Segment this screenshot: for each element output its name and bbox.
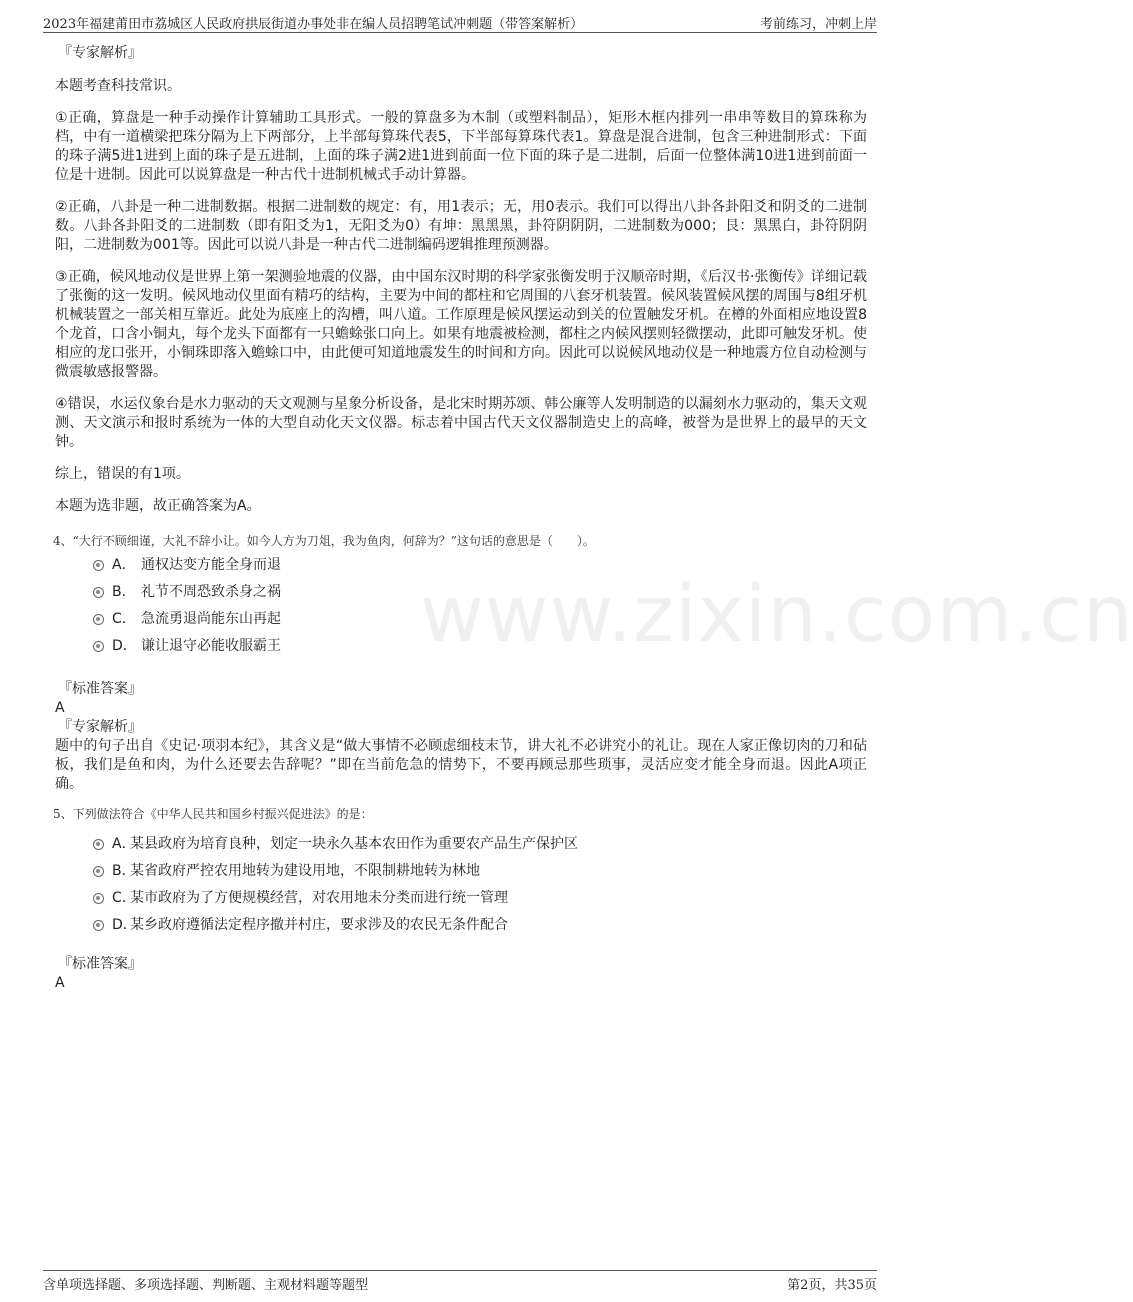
- option-d[interactable]: [93, 916, 867, 943]
- question-4-title: 4、“大行不顾细谨，大礼不辞小让。如今人方为刀俎，我为鱼肉，何辞为？”这句话的意思是（ ）。: [53, 534, 595, 548]
- document-title: 2023年福建莆田市荔城区人民政府拱辰街道办事处非在编人员招聘笔试冲刺题（带答案解析）: [43, 17, 584, 32]
- standard-answer-value: A: [55, 700, 65, 716]
- question-5-title: 5、下列做法符合《中华人民共和国乡村振兴促进法》的是：: [53, 807, 373, 821]
- option-a[interactable]: [93, 556, 867, 583]
- option-letter: D．: [112, 917, 137, 933]
- page-footer: [43, 1270, 877, 1295]
- option-letter: C．: [112, 890, 136, 906]
- option-text: 某乡政府遵循法定程序撤并村庄，要求涉及的农民无条件配合: [130, 917, 508, 933]
- watermark: www.zixin.com.cn: [420, 570, 1133, 660]
- option-text: 某县政府为培育良种，划定一块永久基本农田作为重要农产品生产保护区: [130, 836, 578, 852]
- radio-button-icon[interactable]: [93, 641, 104, 652]
- analysis-paragraph: ④错误，水运仪象台是水力驱动的天文观测与星象分析设备，是北宋时期苏颂、韩公廉等人发明制造的以漏刻水力驱动的，集天文观测、天文演示和报时系统为一体的大型自动化天文仪器。标志着中国古代天文仪器制造史上的高峰，被誉为是世界上的最早的天文钟。: [55, 396, 867, 450]
- analysis-paragraph: 题中的句子出自《史记·项羽本纪》，其含义是“做大事情不必顾虑细枝末节，讲大礼不必讲究小的礼让。现在人家正像切肉的刀和砧板，我们是鱼和肉，为什么还要去告辞呢？”即在当前危急的情势下，不要再顾忌那些琐事，灵活应变才能全身而退。因此A项正确。: [55, 738, 867, 792]
- radio-button-icon[interactable]: [93, 920, 104, 931]
- expert-analysis-label: 『专家解析』: [58, 719, 142, 735]
- question-5-options: [93, 835, 867, 943]
- radio-button-icon[interactable]: [93, 893, 104, 904]
- question-4-options: [93, 556, 867, 664]
- option-letter: A．: [112, 836, 136, 852]
- header-slogan: 考前练习，冲刺上岸: [759, 17, 877, 32]
- analysis-paragraph: ②正确，八卦是一种二进制数据。根据二进制数的规定：有，用1表示；无，用0表示。我们可以得出八卦各卦阳爻和阴爻的二进制数。八卦各卦阳爻的二进制数（即有阳爻为1，无阳爻为0）有坤：黑黑黑，卦符阴阴阴，二进制数为000；艮：黑黑白，卦符阴阴阳，二进制数为001等。因此可以说八卦是一种古代二进制编码逻辑推理预测器。: [55, 199, 867, 253]
- option-a[interactable]: [93, 835, 867, 862]
- analysis-paragraph: 综上，错误的有1项。: [55, 466, 190, 482]
- standard-answer-label: 『标准答案』: [58, 681, 142, 697]
- option-c[interactable]: [93, 610, 867, 637]
- radio-button-icon[interactable]: [93, 614, 104, 625]
- option-b[interactable]: [93, 862, 867, 889]
- radio-button-icon[interactable]: [93, 560, 104, 571]
- page-header: [43, 10, 877, 33]
- option-letter: C．: [112, 611, 136, 627]
- analysis-paragraph: 本题考查科技常识。: [55, 78, 181, 94]
- option-letter: A．: [112, 557, 136, 573]
- option-text: 谦让退守必能收服霸王: [141, 638, 281, 654]
- page-content: [55, 44, 867, 993]
- page-number: 第2页，共35页: [787, 1278, 877, 1293]
- standard-answer-label: 『标准答案』: [58, 956, 142, 972]
- option-letter: D．: [112, 638, 137, 654]
- option-text: 某省政府严控农用地转为建设用地，不限制耕地转为林地: [130, 863, 480, 879]
- footer-question-types: 含单项选择题、多项选择题、判断题、主观材料题等题型: [43, 1278, 369, 1293]
- analysis-paragraph: ①正确，算盘是一种手动操作计算辅助工具形式。一般的算盘多为木制（或塑料制品），矩形木框内排列一串串等数目的算珠称为档，中有一道横梁把珠分隔为上下两部分，上半部每算珠代表5，下半部每算珠代表1。算盘是混合进制，包含三种进制形式：下面的珠子满5进1进到上面的珠子是五进制，上面的珠子满2进1进到前面一位下面的珠子是二进制，后面一位整体满10进1进到前面一位是十进制。因此可以说算盘是一种古代十进制机械式手动计算器。: [55, 110, 867, 183]
- option-text: 礼节不周恐致杀身之祸: [141, 584, 281, 600]
- option-text: 急流勇退尚能东山再起: [141, 611, 281, 627]
- radio-button-icon[interactable]: [93, 839, 104, 850]
- expert-analysis-label: 『专家解析』: [58, 45, 142, 61]
- standard-answer-value: A: [55, 975, 65, 991]
- analysis-paragraph: ③正确，候风地动仪是世界上第一架测验地震的仪器，由中国东汉时期的科学家张衡发明于汉顺帝时期，《后汉书·张衡传》详细记载了张衡的这一发明。候风地动仪里面有精巧的结构，主要为中间的都柱和它周围的八套牙机装置。候风装置候风摆的周围与8组牙机机械装置之一部关相互靠近。此处为底座上的沟槽，叫八道。工作原理是候风摆运动到关的位置触发牙机。在樽的外面相应地设置8个龙首，口含小铜丸，每个龙头下面都有一只蟾蜍张口向上。如果有地震被检测，都柱之内候风摆则轻微摆动，此即可触发牙机。使相应的龙口张开，小铜珠即落入蟾蜍口中，由此便可知道地震发生的时间和方向。因此可以说候风地动仪是一种地震方位自动检测与微震敏感报警器。: [55, 269, 867, 380]
- analysis-paragraph: 本题为选非题，故正确答案为A。: [55, 498, 261, 514]
- option-c[interactable]: [93, 889, 867, 916]
- option-letter: B．: [112, 863, 136, 879]
- option-text: 通权达变方能全身而退: [141, 557, 281, 573]
- radio-button-icon[interactable]: [93, 587, 104, 598]
- option-letter: B．: [112, 584, 136, 600]
- option-text: 某市政府为了方便规模经营，对农用地未分类而进行统一管理: [130, 890, 508, 906]
- option-d[interactable]: [93, 637, 867, 664]
- radio-button-icon[interactable]: [93, 866, 104, 877]
- option-b[interactable]: [93, 583, 867, 610]
